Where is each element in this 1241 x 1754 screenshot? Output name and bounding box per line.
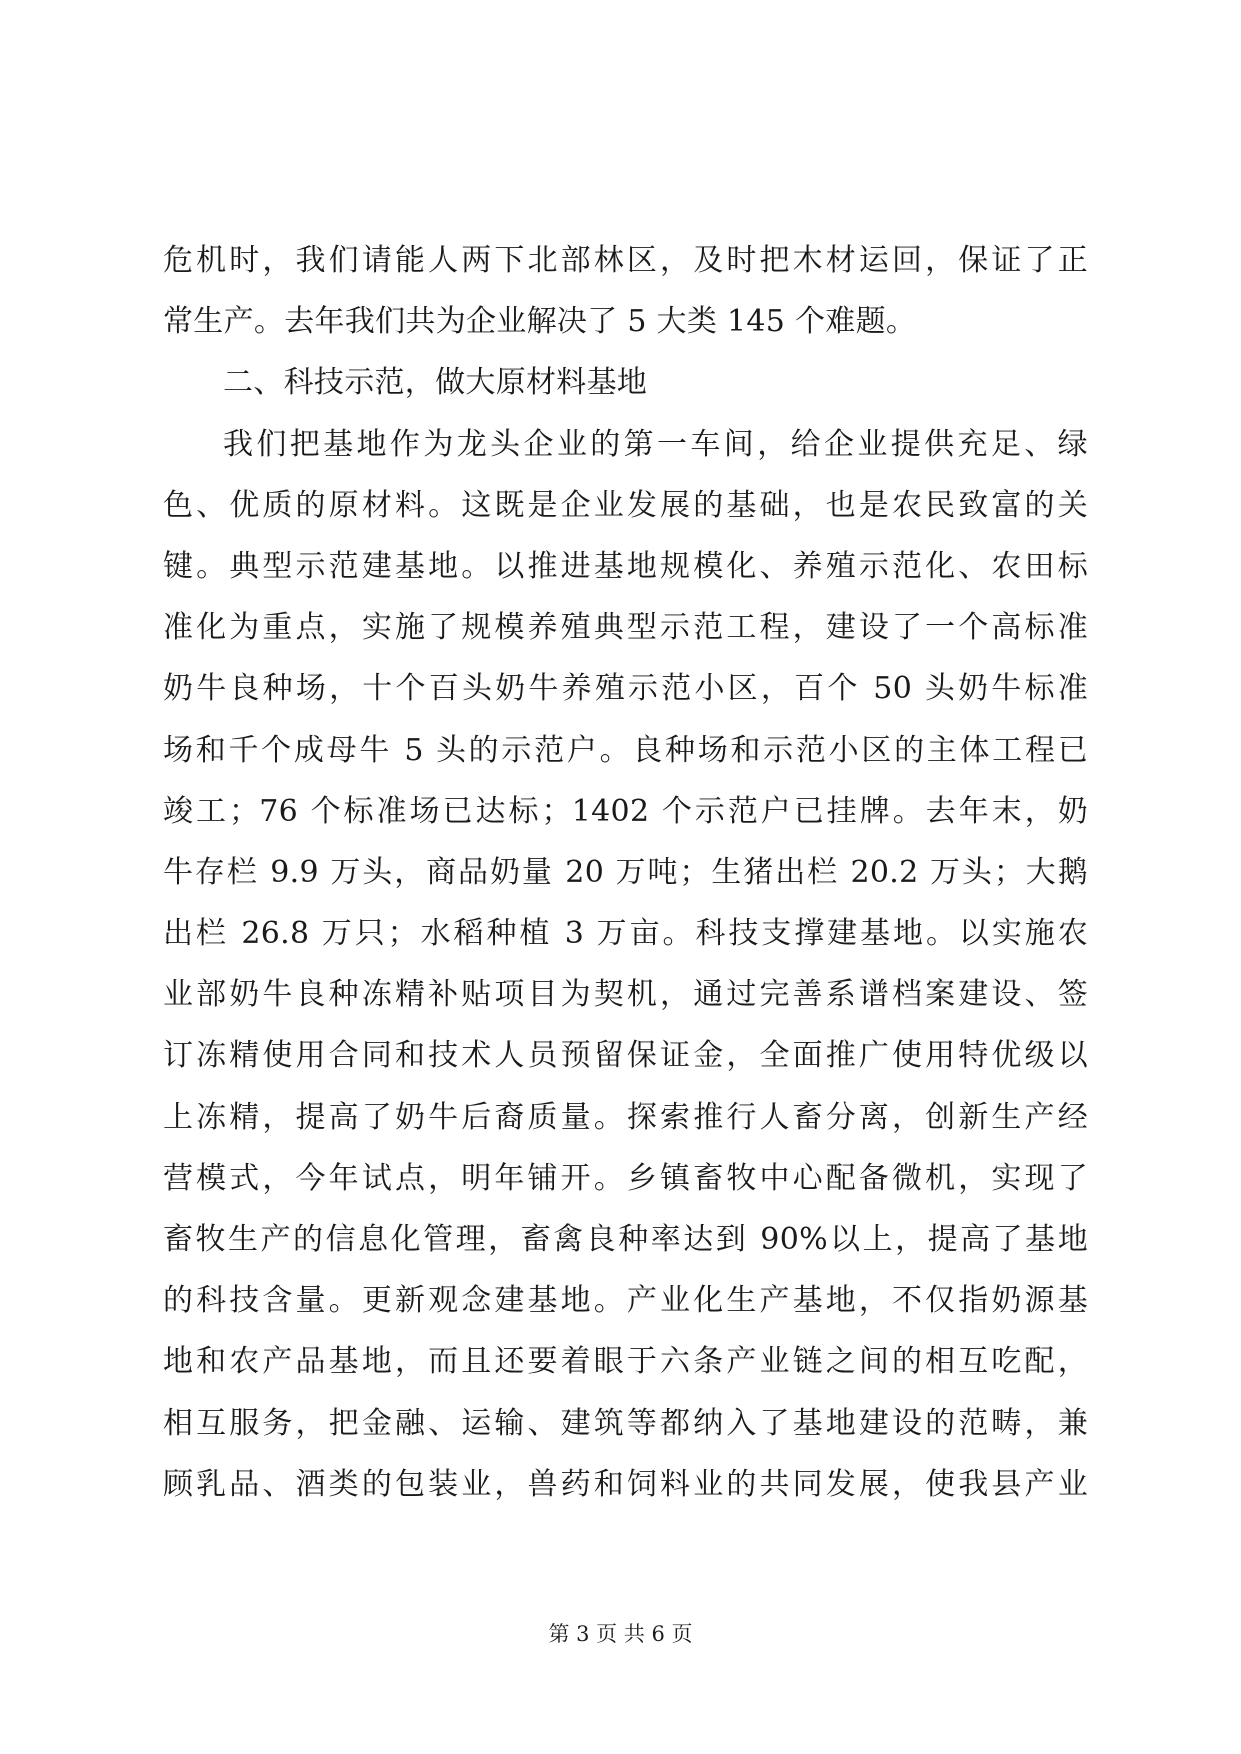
text-line: 场和千个成母牛 5 头的示范户。良种场和示范小区的主体工程已 xyxy=(163,732,1088,768)
text-line: 畜牧生产的信息化管理，畜禽良种率达到 90%以上，提高了基地 xyxy=(163,1222,1088,1257)
text-line: 键。典型示范建基地。以推进基地规模化、养殖示范化、农田标 xyxy=(163,548,1088,584)
text-line: 我们把基地作为龙头企业的第一车间，给企业提供充足、绿 xyxy=(223,426,1088,462)
text-line: 业部奶牛良种冻精补贴项目为契机，通过完善系谱档案建设、签 xyxy=(163,977,1088,1013)
text-line: 地和农产品基地，而且还要着眼于六条产业链之间的相互吃配， xyxy=(163,1344,1088,1380)
text-line: 竣工；76 个标准场已达标；1402 个示范户已挂牌。去年末，奶 xyxy=(163,793,1088,829)
text-line: 奶牛良种场，十个百头奶牛养殖示范小区，百个 50 头奶牛标准 xyxy=(163,671,1088,707)
page-footer: 第 3 页 共 6 页 xyxy=(548,1622,693,1646)
text-line: 出栏 26.8 万只；水稻种植 3 万亩。科技支撑建基地。以实施农 xyxy=(163,916,1088,952)
text-line: 订冻精使用合同和技术人员预留保证金，全面推广使用特优级以 xyxy=(163,1038,1088,1074)
document-body xyxy=(163,230,1088,1515)
section-heading: 二、科技示范，做大原材料基地 xyxy=(223,365,648,401)
text-line: 相互服务，把金融、运输、建筑等都纳入了基地建设的范畴，兼 xyxy=(163,1405,1088,1441)
text-line: 的科技含量。更新观念建基地。产业化生产基地，不仅指奶源基 xyxy=(163,1283,1088,1319)
text-line: 色、优质的原材料。这既是企业发展的基础，也是农民致富的关 xyxy=(163,487,1088,523)
text-line: 营模式，今年试点，明年铺开。乡镇畜牧中心配备微机，实现了 xyxy=(163,1160,1088,1196)
text-line: 常生产。去年我们共为企业解决了 5 大类 145 个难题。 xyxy=(163,304,917,340)
text-line: 顾乳品、酒类的包装业，兽药和饲料业的共同发展，使我县产业 xyxy=(163,1466,1088,1502)
text-line: 上冻精，提高了奶牛后裔质量。探索推行人畜分离，创新生产经 xyxy=(163,1099,1088,1135)
text-line: 牛存栏 9.9 万头，商品奶量 20 万吨；生猪出栏 20.2 万头；大鹅 xyxy=(163,854,1088,890)
text-line: 危机时，我们请能人两下北部林区，及时把木材运回，保证了正 xyxy=(163,243,1088,278)
text-line: 准化为重点，实施了规模养殖典型示范工程，建设了一个高标准 xyxy=(163,610,1088,646)
